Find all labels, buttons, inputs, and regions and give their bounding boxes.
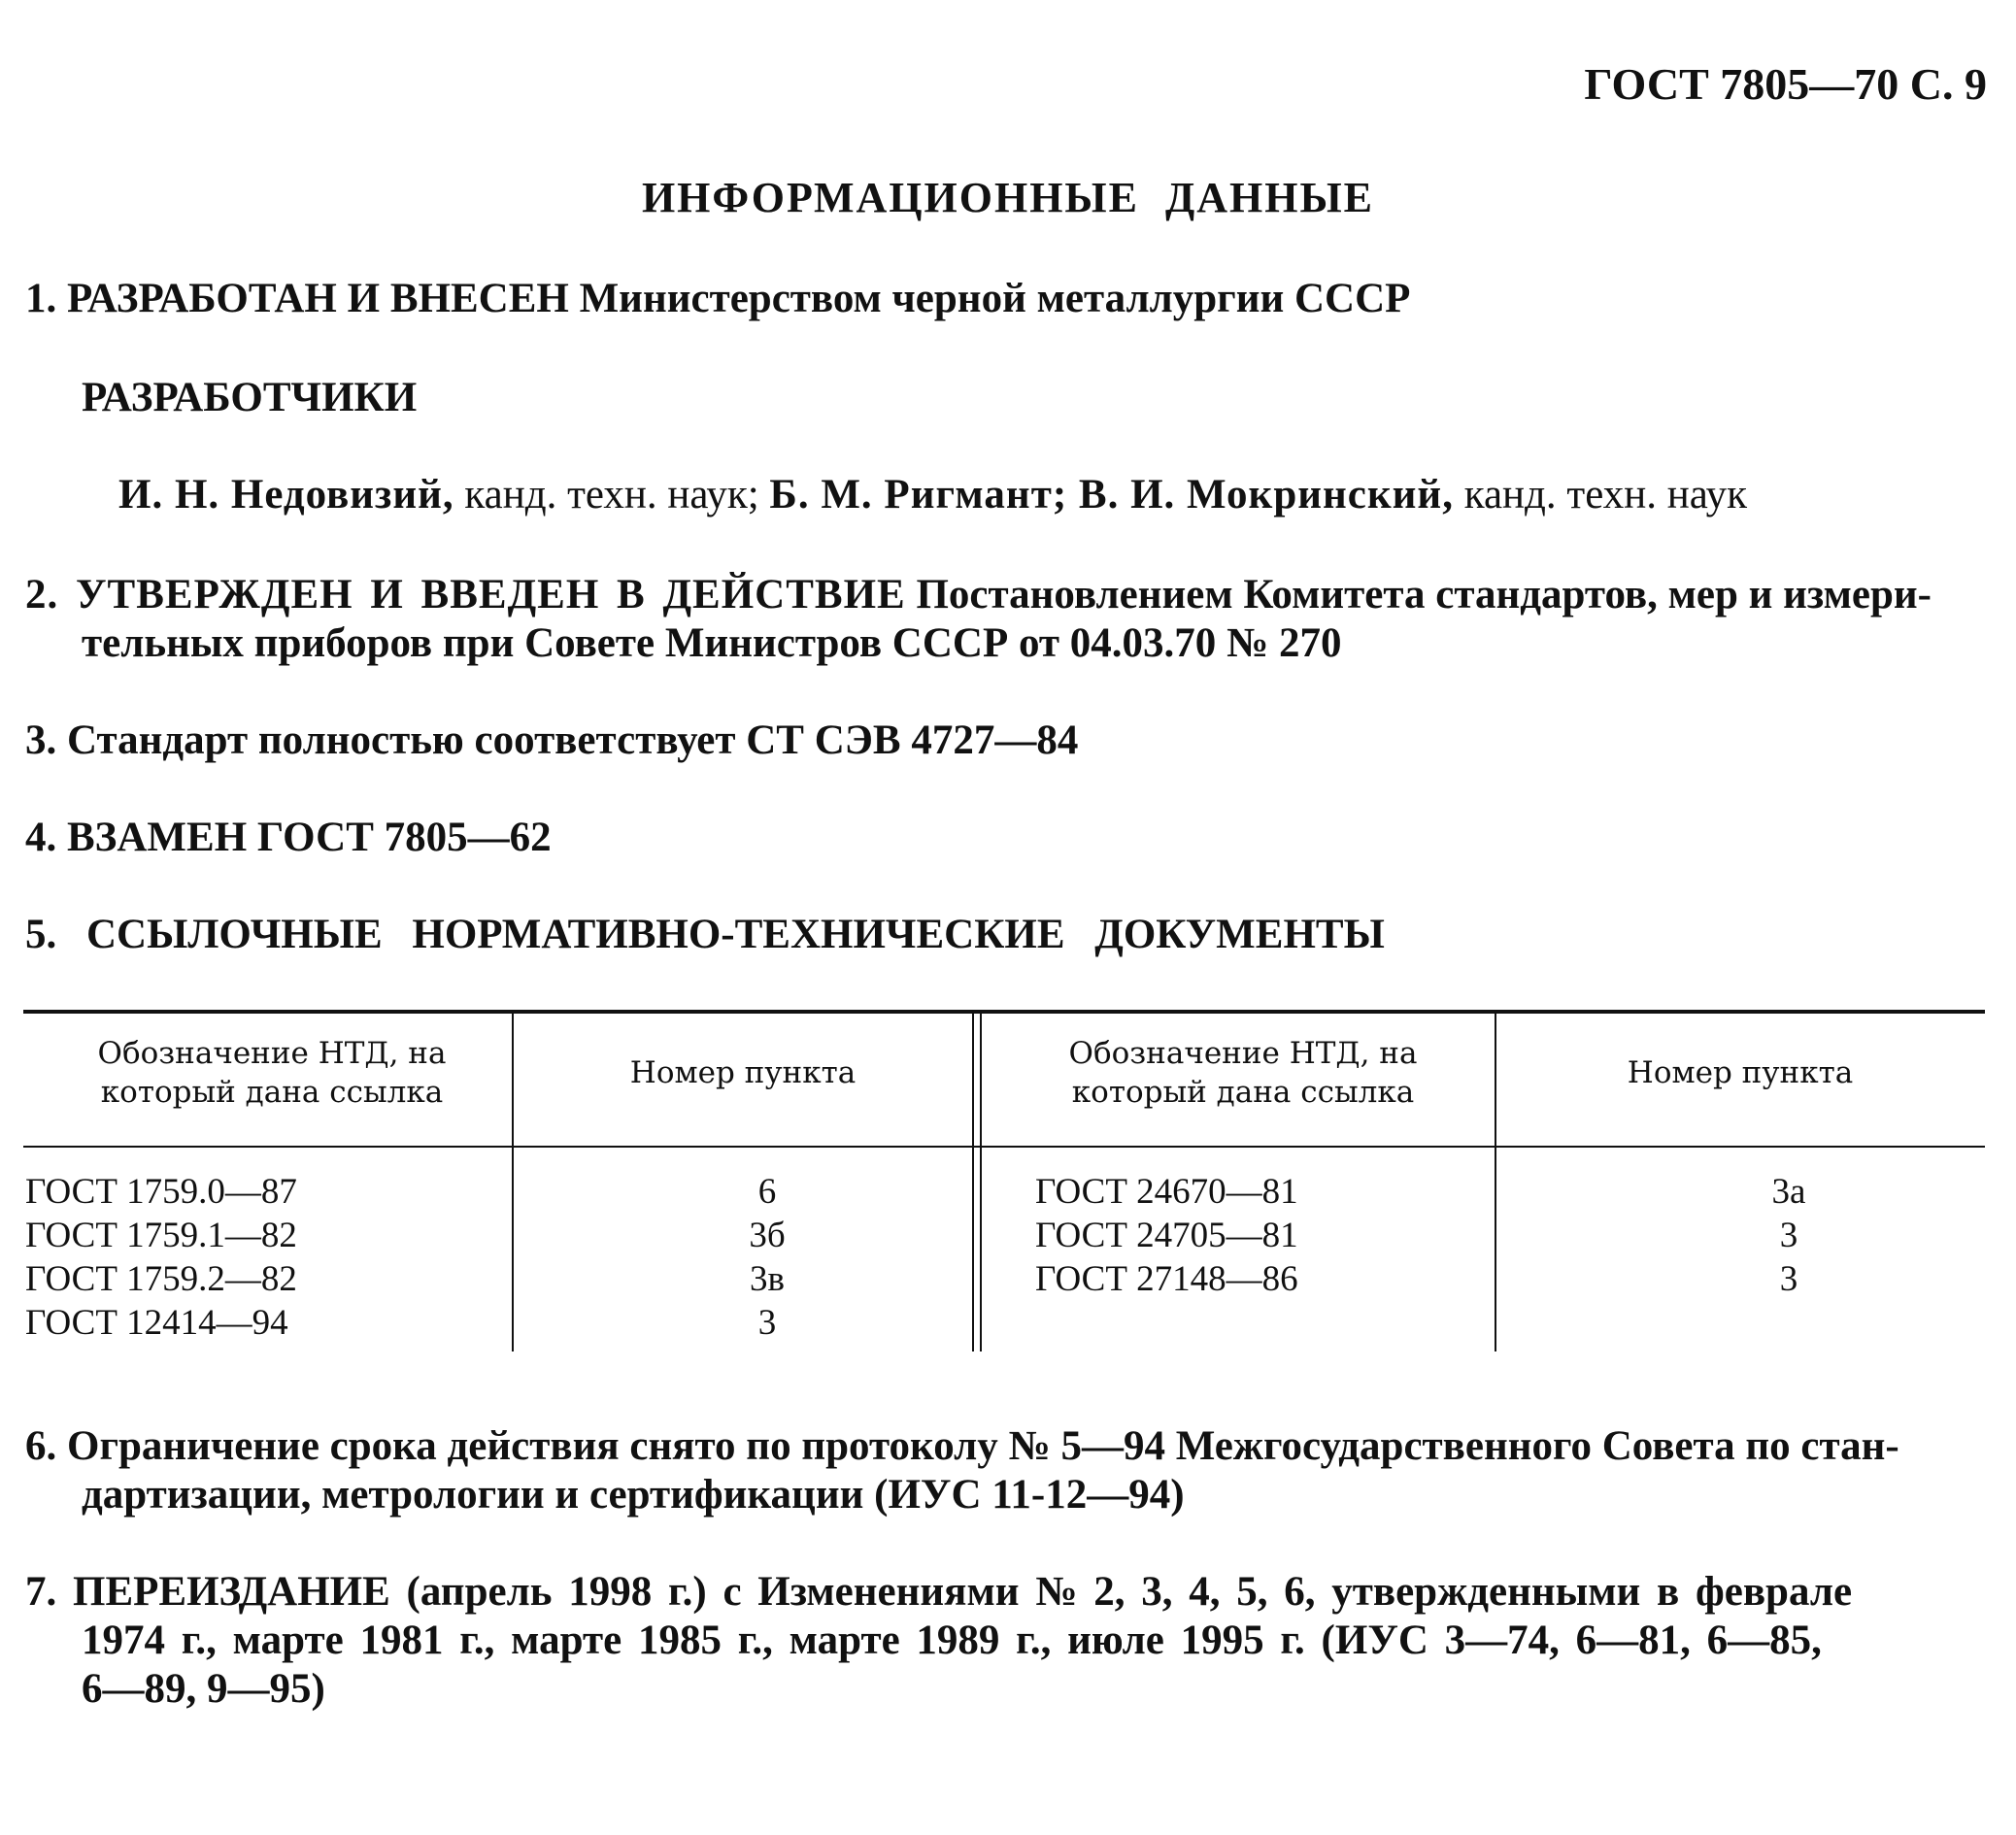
- table-top-rule: [23, 1010, 1985, 1014]
- table-cell-doc: ГОСТ 1759.2—82: [25, 1259, 297, 1299]
- table-cell-clause: 6: [757, 1172, 777, 1212]
- item-1-lead: 1. РАЗРАБОТАН И ВНЕСЕН: [25, 276, 569, 321]
- item-5: 5. ССЫЛОЧНЫЕ НОРМАТИВНО-ТЕХНИЧЕСКИЕ ДОКУМЕНТЫ: [25, 912, 1385, 957]
- table-cell-clause: 3в: [750, 1259, 785, 1299]
- developers-line: [118, 471, 1747, 518]
- item-2-lead: 2. УТВЕРЖДЕН И ВВЕДЕН В ДЕЙСТВИЕ: [25, 572, 906, 617]
- item-6-line-2: дартизации, метрологии и сертификации (ИУС 11-12—94): [82, 1472, 1185, 1518]
- item-7-line-2: 1974 г., марте 1981 г., марте 1985 г., марте 1989 г., июле 1995 г. (ИУС 3—74, 6—81, 6—85,: [82, 1618, 1822, 1663]
- developer-degree-2: канд. техн. наук: [1463, 472, 1748, 517]
- table-col-divider-1: [512, 1010, 514, 1351]
- item-6-line-1: 6. Ограничение срока действия снято по протоколу № 5—94 Межгосударственного Совета по стан-: [25, 1423, 1899, 1469]
- table-cell-doc: ГОСТ 1759.0—87: [25, 1172, 297, 1212]
- developer-degree-1: канд. техн. наук;: [464, 472, 759, 517]
- item-2-line-2: тельных приборов при Совете Министров СССР от 04.03.70 № 270: [82, 620, 1342, 666]
- item-1: [25, 275, 1410, 322]
- item-7-line-1: 7. ПЕРЕИЗДАНИЕ (апрель 1998 г.) с Изменениями № 2, 3, 4, 5, 6, утвержденными в феврале: [25, 1569, 1853, 1615]
- table-cell-clause: 3: [757, 1303, 777, 1343]
- page-title: ИНФОРМАЦИОННЫЕ ДАННЫЕ: [641, 174, 1375, 221]
- developer-name-2: Б. М. Ригмант; В. И. Мокринский,: [769, 472, 1454, 517]
- table-cell-doc: ГОСТ 1759.1—82: [25, 1216, 297, 1255]
- table-cell-doc: ГОСТ 24705—81: [1035, 1216, 1298, 1255]
- table-cell-doc: ГОСТ 24670—81: [1035, 1172, 1298, 1212]
- table-cell-clause: 3а: [1771, 1172, 1806, 1212]
- table-cell-doc: ГОСТ 12414—94: [25, 1303, 288, 1343]
- table-cell-clause: 3: [1779, 1259, 1798, 1299]
- developers-heading: РАЗРАБОТЧИКИ: [82, 375, 418, 420]
- item-1-text: Министерством черной металлургии СССР: [579, 276, 1411, 321]
- table-header-doc-left: Обозначение НТД, на который дана ссылка: [97, 1036, 447, 1110]
- item-2-text: Постановлением Комитета стандартов, мер и измери-: [916, 572, 1932, 617]
- table-header-clause-left: Номер пункта: [629, 1055, 857, 1090]
- item-4: 4. ВЗАМЕН ГОСТ 7805—62: [25, 815, 552, 860]
- table-header-clause-right: Номер пункта: [1627, 1055, 1854, 1090]
- page-header: ГОСТ 7805—70 С. 9: [1584, 59, 1987, 109]
- item-7-line-3: 6—89, 9—95): [82, 1666, 325, 1712]
- table-cell-clause: 3б: [749, 1216, 786, 1255]
- table-cell-clause: 3: [1779, 1216, 1798, 1255]
- developer-name-1: И. Н. Недовизий,: [118, 472, 454, 517]
- item-2-line-1: [25, 571, 1932, 619]
- table-header-doc-right: Обозначение НТД, на который дана ссылка: [1068, 1036, 1418, 1110]
- table-cell-doc: ГОСТ 27148—86: [1035, 1259, 1298, 1299]
- table-header-rule: [23, 1146, 1985, 1148]
- item-3: 3. Стандарт полностью соответствует СТ СЭВ 4727—84: [25, 717, 1079, 763]
- table-col-divider-3: [1495, 1010, 1496, 1351]
